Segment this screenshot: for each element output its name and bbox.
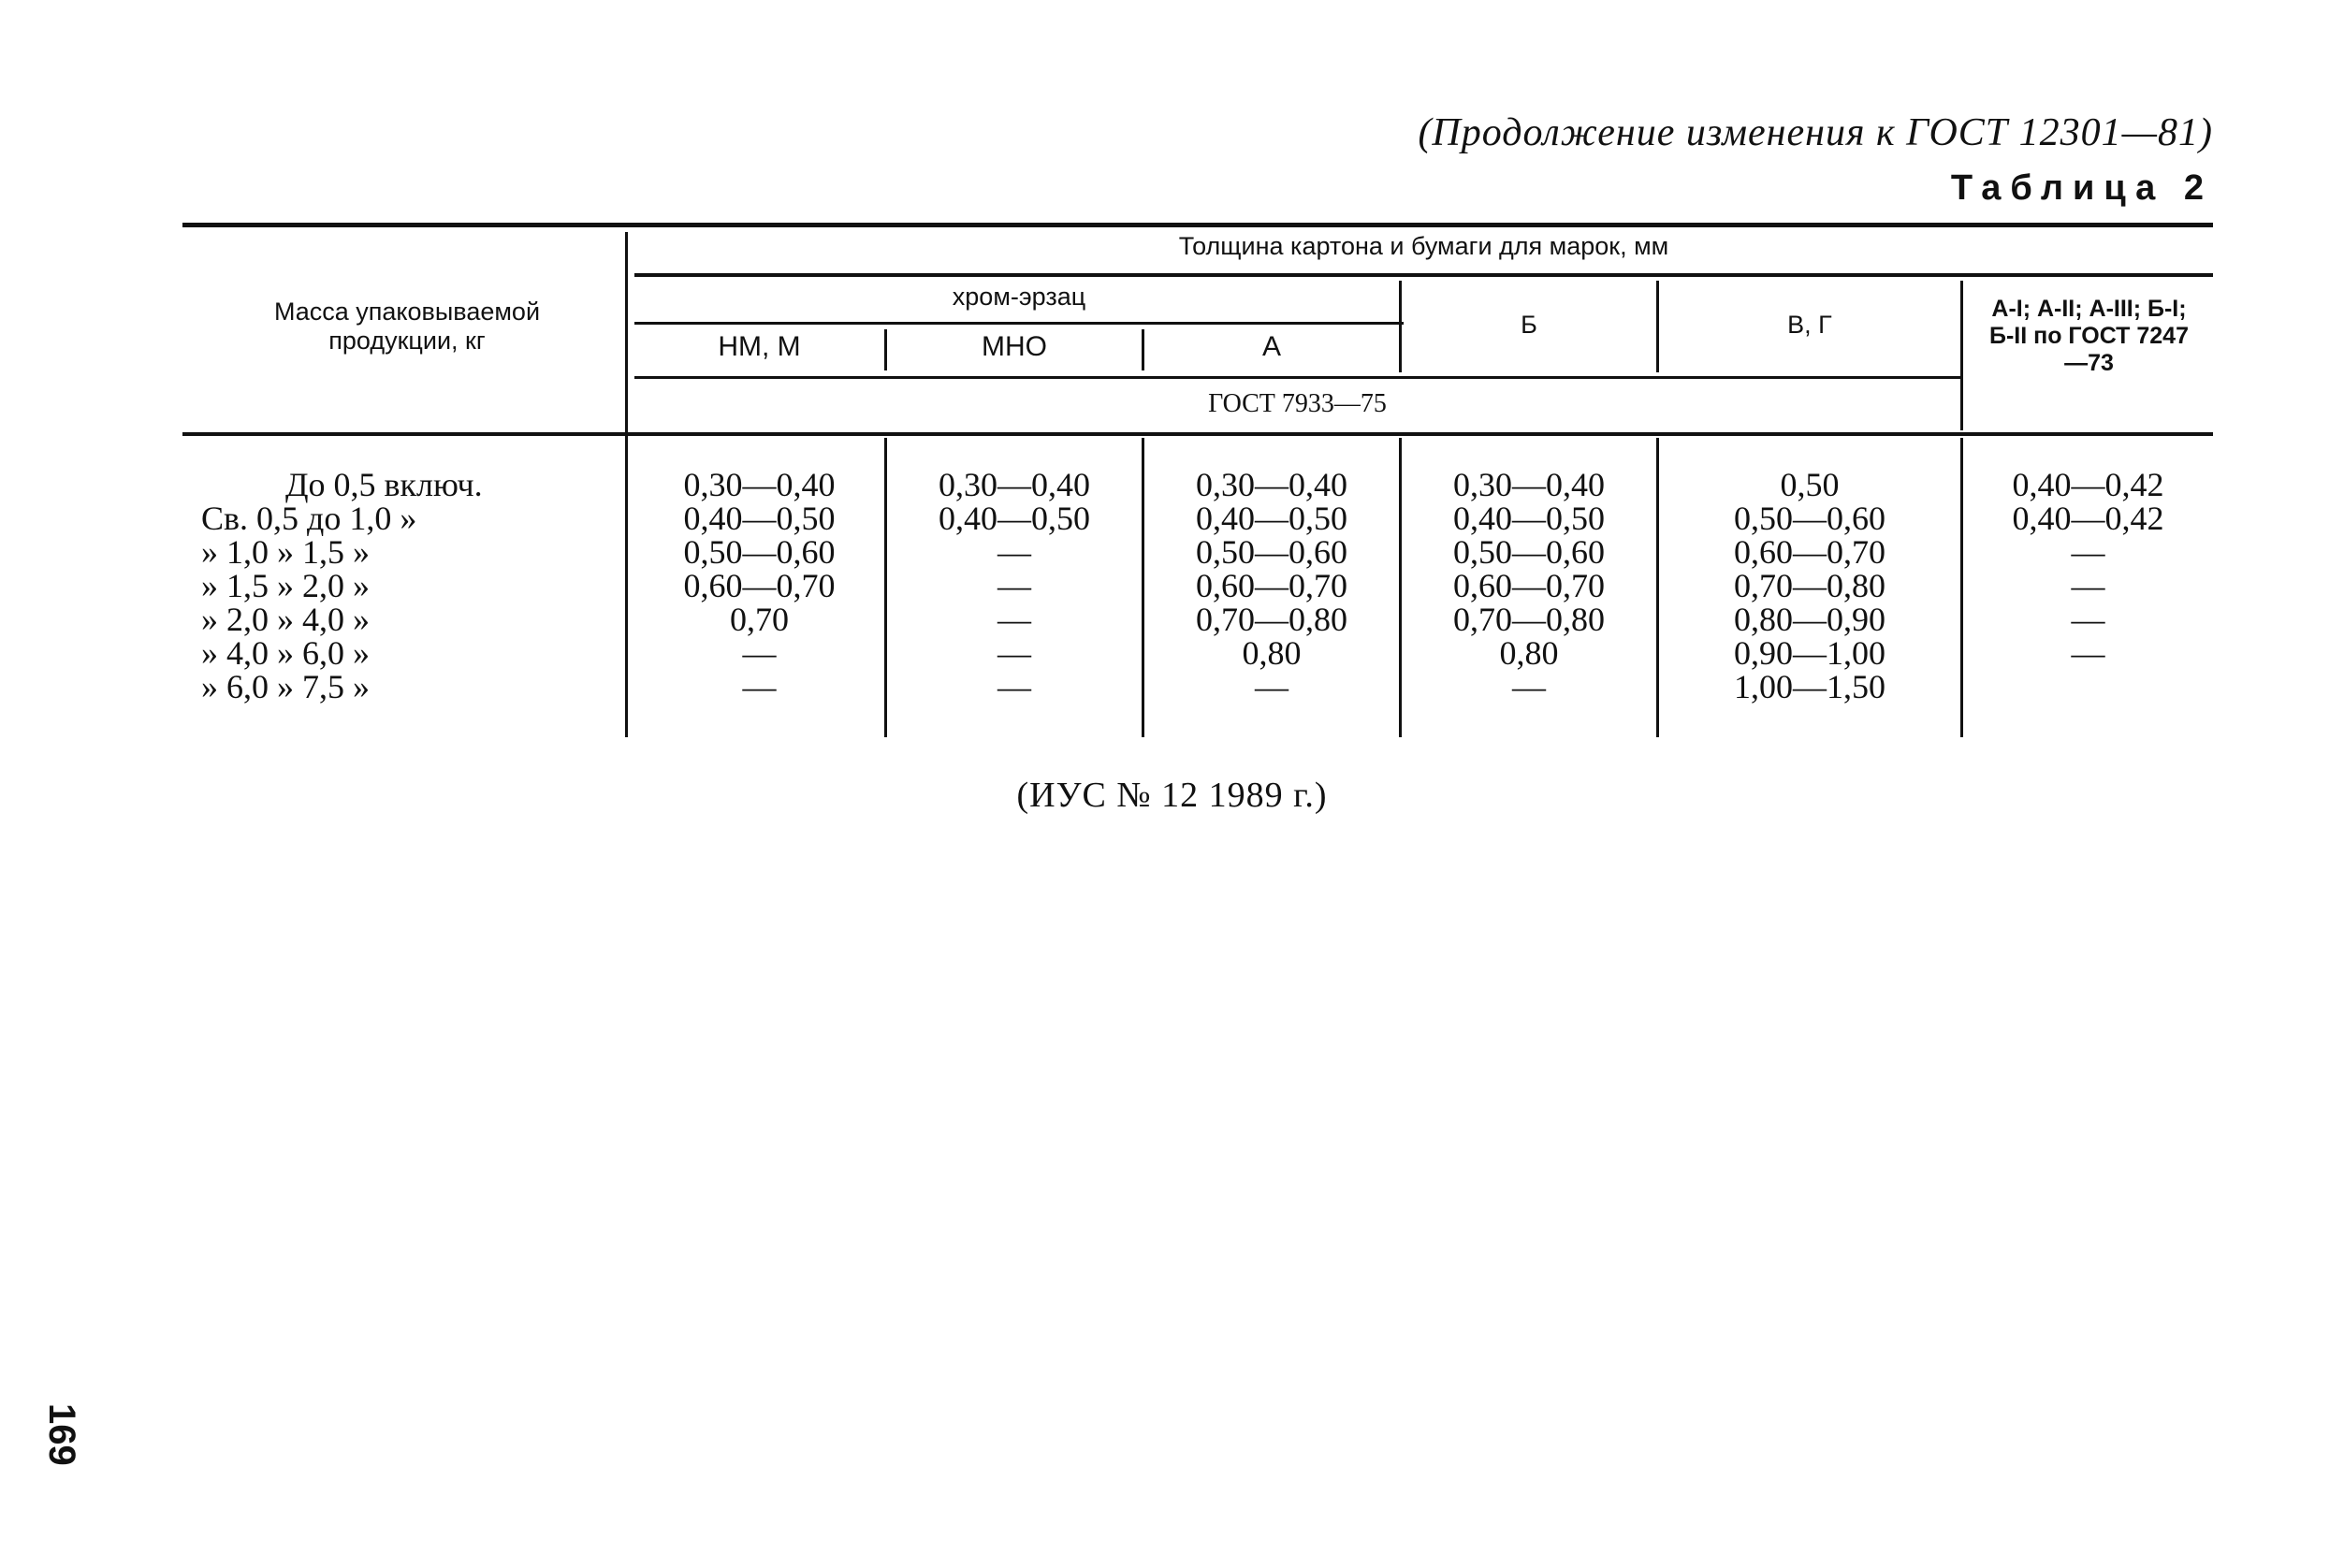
page-number: 169 xyxy=(41,1403,82,1466)
vg-a1-divider xyxy=(1960,281,1963,430)
table-cell: 0,80—0,90 xyxy=(1734,601,1885,638)
table-cell: — xyxy=(997,668,1031,705)
table-cell: 0,30—0,40 xyxy=(1196,466,1347,503)
table-cell: — xyxy=(2071,634,2105,672)
row-label: До 0,5 включ. xyxy=(285,466,483,503)
table-cell: — xyxy=(2071,533,2105,571)
table-cell: 0,70—0,80 xyxy=(1734,567,1885,604)
gost-7933-header: ГОСТ 7933—75 xyxy=(1208,389,1387,418)
thickness-header-rule xyxy=(634,273,2213,277)
thickness-header: Толщина картона и бумаги для марок, мм xyxy=(1178,232,1669,260)
table-cell: 0,50—0,60 xyxy=(1196,533,1347,571)
mass-column-divider xyxy=(625,232,628,737)
row-label: Св. 0,5 до 1,0 » xyxy=(201,500,417,537)
table-cell: 0,30—0,40 xyxy=(683,466,836,503)
table-cell: 0,70—0,80 xyxy=(1196,601,1347,638)
chrom-header: хром-эрзац xyxy=(952,283,1086,311)
mass-header: Масса упаковываемой продукции, кг xyxy=(273,298,541,356)
row-label: » 4,0 » 6,0 » xyxy=(201,634,370,672)
table-cell: — xyxy=(997,601,1031,638)
table-cell: 0,40—0,42 xyxy=(2012,466,2164,503)
col-header-a: А xyxy=(1261,331,1281,362)
col-header-b: Б xyxy=(1521,311,1537,339)
table-cell: 0,60—0,70 xyxy=(1734,533,1885,571)
col-header-mno: МНО xyxy=(982,331,1047,362)
table-cell: 0,50—0,60 xyxy=(1734,500,1885,537)
col-header-vg: В, Г xyxy=(1787,311,1832,339)
table-cell: — xyxy=(997,634,1031,672)
table-cell: 0,60—0,70 xyxy=(1453,567,1605,604)
header-bottom-rule xyxy=(182,432,2213,436)
table-cell: 0,60—0,70 xyxy=(683,567,836,604)
table-cell: 0,80 xyxy=(1242,634,1302,672)
thickness-table xyxy=(182,217,2213,741)
table-cell: 0,30—0,40 xyxy=(939,466,1090,503)
table-cell: 0,50—0,60 xyxy=(1453,533,1605,571)
table-cell: 0,90—1,00 xyxy=(1734,634,1885,672)
table-cell: — xyxy=(742,634,777,672)
table-cell: — xyxy=(742,668,777,705)
row-label: » 2,0 » 4,0 » xyxy=(201,601,370,638)
table-cell: 0,40—0,50 xyxy=(939,500,1090,537)
table-cell: 0,40—0,50 xyxy=(1196,500,1347,537)
col-header-a1: А-I; А-II; А-III; Б-I; Б-II по ГОСТ 7247—73 xyxy=(1988,296,2189,376)
continuation-header: (Продолжение изменения к ГОСТ 12301—81) xyxy=(1418,111,2213,154)
table-top-rule xyxy=(182,223,2213,227)
col-header-nm-m: НМ, М xyxy=(718,331,801,362)
table-cell: 0,40—0,50 xyxy=(1453,500,1605,537)
table-cell: 1,00—1,50 xyxy=(1734,668,1885,705)
table-label: Таблица 2 xyxy=(1950,168,2213,208)
chrom-header-rule xyxy=(634,322,1404,325)
row-label: » 1,5 » 2,0 » xyxy=(201,567,370,604)
table-cell: 0,60—0,70 xyxy=(1196,567,1347,604)
table-cell: 0,70 xyxy=(730,601,789,638)
table-cell: 0,80 xyxy=(1499,634,1559,672)
table-cell: 0,40—0,42 xyxy=(2012,500,2164,537)
subcol-header-rule xyxy=(634,376,1960,379)
table-cell: — xyxy=(997,533,1031,571)
table-cell: 0,50 xyxy=(1780,466,1840,503)
table-cell: 0,30—0,40 xyxy=(1453,466,1605,503)
table-cell: — xyxy=(1512,668,1546,705)
table-cell: 0,70—0,80 xyxy=(1453,601,1605,638)
table-cell: — xyxy=(997,567,1031,604)
row-label: » 1,0 » 1,5 » xyxy=(201,533,370,571)
row-label: » 6,0 » 7,5 » xyxy=(201,668,370,705)
source-note: (ИУС № 12 1989 г.) xyxy=(1016,776,1328,815)
table-cell: — xyxy=(1255,668,1288,705)
table-cell: 0,40—0,50 xyxy=(683,500,836,537)
table-cell: 0,50—0,60 xyxy=(683,533,836,571)
table-cell: — xyxy=(2071,601,2105,638)
table-cell: — xyxy=(2071,567,2105,604)
